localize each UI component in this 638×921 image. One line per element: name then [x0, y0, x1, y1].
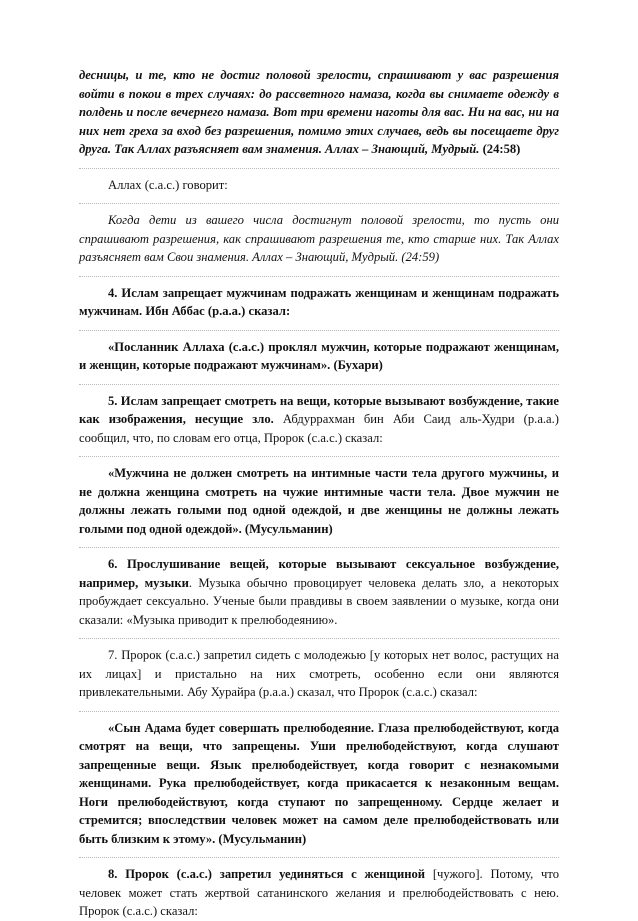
text-run: «Посланник Аллаха (с.а.с.) проклял мужчин, которые подражают женщинам, и женщин, которые подражают мужчинам». (Бухари): [79, 339, 559, 372]
text-run: Аллах (с.а.с.) говорит:: [108, 177, 228, 192]
text-run: Когда дети из вашего числа достигнут половой зрелости, то пусть они спрашивают разрешения, как спрашивают разрешения те, кто старше них. Так Аллах разъясняет вам Свои знамения. Аллах – Знающий, Мудрый. (24:59): [79, 213, 559, 264]
paragraph-3: [79, 211, 559, 267]
paragraph-8: [79, 555, 559, 629]
paragraph-separator: [79, 330, 559, 331]
paragraph-separator: [79, 456, 559, 457]
text-run: . Музыка обычно провоцирует человека делать зло, а некоторых пробуждает сексуально. Ученые были правдивы в своем заявлении о музыке, когда они сказали: «Музыка приводит к прелюбодеянию».: [79, 575, 559, 627]
text-run: «Сын Адама будет совершать прелюбодеяние. Глаза прелюбодействуют, когда смотрят на вещи, что запрещены. Уши прелюбодействуют, когда слушают запрещенные вещи. Язык прелюбодействует, когда говорит с незнакомыми женщинами. Рука прелюбодействует, когда прикасается к незаконным вещам. Ноги прелюбодействуют, когда ступают по запрещенному. Сердце желает и стремится; впоследствии человек может на самом деле прелюбодействовать или быть близким к этому». (Мусульманин): [79, 720, 559, 846]
text-run: 4. Ислам запрещает мужчинам подражать женщинам и женщинам подражать мужчинам. Ибн Аббас (р.а.а.) сказал:: [79, 285, 559, 318]
text-run: 5. Ислам запрещает смотреть на вещи, которые вызывают возбуждение, такие как изображения, несущие зло.: [79, 393, 559, 426]
paragraph-separator: [79, 547, 559, 548]
paragraph-4: [79, 284, 559, 321]
paragraph-6: [79, 392, 559, 448]
text-run: 8. Пророк (с.а.с.) запретил уединяться с женщиной: [108, 867, 426, 881]
text-run: 6. Прослушивание вещей, которые вызывают сексуальное возбуждение, например, музыки: [79, 557, 559, 590]
paragraph-5: [79, 338, 559, 375]
text-run: Абдуррахман бин Аби Саид аль-Худри (р.а.а.) сообщил, что, по словам его отца, Пророк (с.а.с.) сказал:: [79, 412, 559, 445]
paragraph-separator: [79, 711, 559, 712]
paragraph-7: [79, 464, 559, 538]
paragraph-separator: [79, 857, 559, 858]
paragraph-2: [79, 176, 559, 195]
paragraph-11: [79, 865, 559, 921]
paragraph-1: [79, 66, 559, 159]
paragraph-separator: [79, 168, 559, 169]
text-run: десницы, и те, кто не достиг половой зрелости, спрашивают у вас разрешения войти в покои в трех случаях: до рассветного намаза, когда вы снимаете одежду в полдень и после вечернего намаза. Вот три времени наготы для вас. Ни на вас, ни на них нет греха за вход без разрешения, помимо этих случаев, ведь вы посещаете друг друга. Так Аллах разъясняет вам знамения. Аллах – Знающий, Мудрый.: [79, 68, 559, 156]
paragraph-10: [79, 719, 559, 849]
text-run: 7. Пророк (с.а.с.) запретил сидеть с молодежью [у которых нет волос, растущих на их лицах] и пристально на них смотреть, особенно если они являются привлекательными. Абу Хурайра (р.а.а.) сказал, что Пророк (с.а.с.) сказал:: [79, 648, 559, 699]
paragraph-separator: [79, 203, 559, 204]
paragraph-separator: [79, 276, 559, 277]
paragraph-separator: [79, 638, 559, 639]
paragraph-separator: [79, 384, 559, 385]
text-run: «Мужчина не должен смотреть на интимные части тела другого мужчины, и не должна женщина смотреть на чужие интимные части тела. Двое мужчин не должны лежать голыми под одной одеждой, и две женщины не должны лежать голыми под одной одеждой». (Мусульманин): [79, 466, 559, 536]
text-run: [чужого]. Потому, что человек может стать жертвой сатанинского желания и прелюбодействовать с нею. Пророк (с.а.с.) сказал:: [79, 867, 559, 918]
paragraph-9: [79, 646, 559, 702]
text-run: (24:58): [482, 142, 521, 156]
